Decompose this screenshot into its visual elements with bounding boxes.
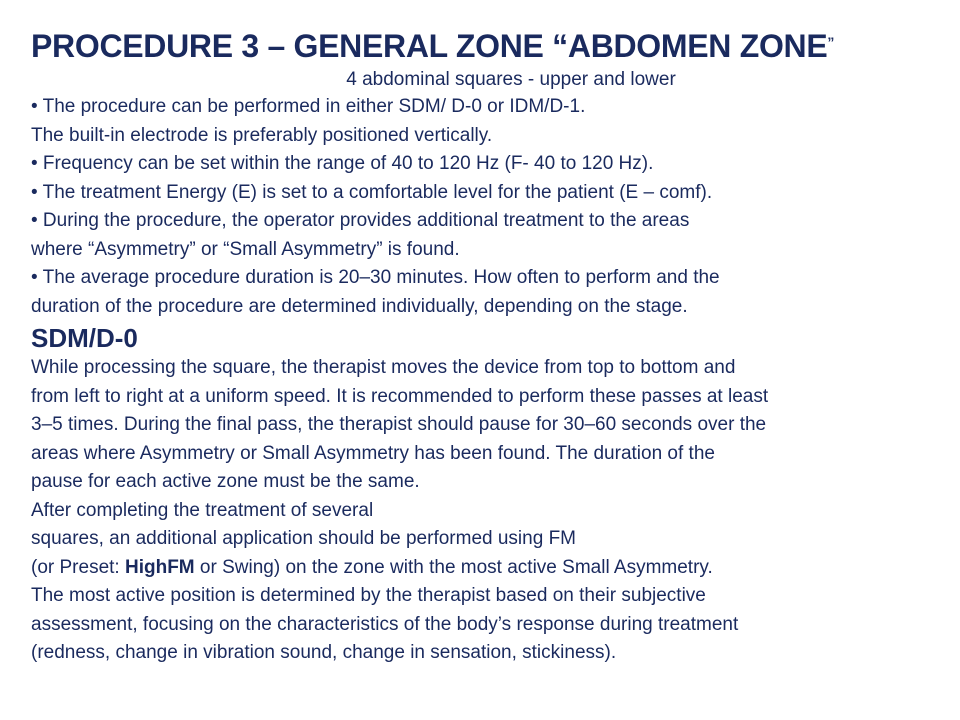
page-title-text: PROCEDURE 3 – GENERAL ZONE “ABDOMEN ZONE	[31, 28, 828, 64]
bullet-line-8: duration of the procedure are determined individually, depending on the stage.	[31, 295, 688, 317]
preset-text-before: (or Preset:	[31, 556, 125, 578]
preset-text-after: or Swing) on the zone with the most active Small Asymmetry.	[194, 556, 713, 578]
bullet-line-5: • During the procedure, the operator provides additional treatment to the areas	[31, 210, 690, 231]
body-line-7: squares, an additional application should be performed using FM	[31, 528, 576, 549]
bullet-line-4: • The treatment Energy (E) is set to a comfortable level for the patient (E – comf).	[31, 181, 713, 203]
body-line-3: 3–5 times. During the final pass, the therapist should pause for 30–60 seconds over the	[31, 414, 767, 435]
page-title-closing-quote: ”	[827, 34, 835, 50]
section-heading: SDM/D-0	[31, 323, 138, 353]
body-line-4: areas where Asymmetry or Small Asymmetry has been found. The duration of the	[31, 442, 715, 464]
bullet-line-6: where “Asymmetry” or “Small Asymmetry” is found.	[31, 238, 460, 260]
bullet-list	[31, 93, 941, 321]
section-body	[31, 354, 941, 668]
body-line-10: assessment, focusing on the characteristics of the body’s response during treatment	[31, 613, 739, 635]
body-line-2: from left to right at a uniform speed. It is recommended to perform these passes at least	[31, 385, 769, 407]
slide-content	[31, 22, 941, 668]
preset-name-bold: HighFM	[124, 556, 195, 578]
page-title	[31, 22, 941, 66]
bullet-line-3: • Frequency can be set within the range of 40 to 120 Hz (F- 40 to 120 Hz).	[31, 153, 654, 174]
body-line-preset	[31, 554, 941, 583]
bullet-line-2: The built-in electrode is preferably positioned vertically.	[31, 124, 493, 146]
body-line-9: The most active position is determined by the therapist based on their subjective	[31, 585, 706, 606]
page-subtitle: 4 abdominal squares - upper and lower	[346, 69, 676, 90]
body-line-1: While processing the square, the therapist moves the device from top to bottom and	[31, 357, 736, 378]
bullet-line-1: • The procedure can be performed in either SDM/ D-0 or IDM/D-1.	[31, 96, 586, 117]
body-line-6: After completing the treatment of several	[31, 499, 374, 521]
body-line-5: pause for each active zone must be the same.	[31, 471, 420, 492]
bullet-line-7: • The average procedure duration is 20–30 minutes. How often to perform and the	[31, 267, 720, 288]
body-line-11: (redness, change in vibration sound, change in sensation, stickiness).	[31, 642, 617, 663]
